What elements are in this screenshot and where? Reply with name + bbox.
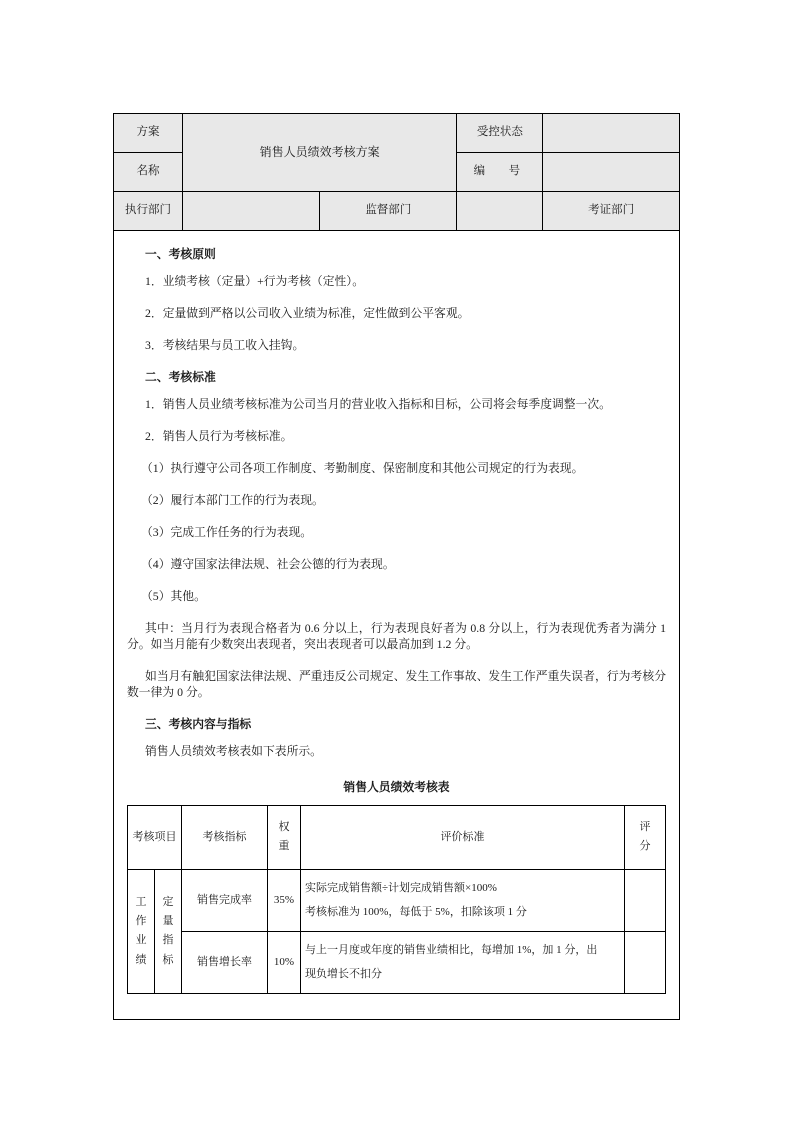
char: 绩	[135, 953, 147, 966]
exec-dept-label: 执行部门	[114, 192, 183, 231]
plan-number-value[interactable]	[543, 153, 680, 192]
table-row	[114, 114, 680, 153]
group-label-quantitative	[155, 869, 182, 993]
char: 定	[162, 895, 174, 908]
char: 业	[135, 934, 147, 947]
char: 作	[135, 915, 147, 928]
weight-header-char-1: 权	[278, 820, 290, 833]
row-weight: 10%	[268, 931, 301, 993]
supervise-dept-value[interactable]	[457, 192, 543, 231]
section-2-item-2: 2．销售人员行为考核标准。	[145, 429, 293, 444]
plan-name-label-top: 方案	[114, 114, 183, 153]
section-heading-3: 三、考核内容与指标	[145, 716, 252, 731]
controlled-status-value[interactable]	[543, 114, 680, 153]
table-row	[128, 869, 666, 931]
group-label-work-performance	[128, 869, 155, 993]
supervise-dept-label: 监督部门	[320, 192, 457, 231]
plan-title-cell: 销售人员绩效考核方案	[182, 114, 457, 192]
table-header-row	[128, 805, 666, 869]
section-2-item-1: 1．销售人员业绩考核标准为公司当月的营业收入指标和目标，公司将会每季度调整一次。	[145, 397, 611, 412]
col-header-standard: 评价标准	[301, 805, 625, 869]
section-heading-2: 二、考核标准	[145, 370, 216, 385]
standard-line: 与上一月度或年度的销售业绩相比，每增加 1%，加 1 分，出	[305, 943, 598, 956]
section-1-item-3: 3．考核结果与员工收入挂钩。	[145, 338, 305, 353]
col-header-weight	[268, 805, 301, 869]
col-header-score	[625, 805, 666, 869]
score-header-char-1: 评	[639, 820, 651, 833]
standard-line: 考核标准为 100%，每低于 5%，扣除该项 1 分	[305, 905, 527, 918]
verify-dept-label: 考证部门	[543, 192, 680, 231]
char: 量	[162, 915, 174, 928]
plan-header-table	[113, 113, 680, 231]
section-1-item-2: 2．定量做到严格以公司收入业绩为标准，定性做到公平客观。	[145, 306, 470, 321]
standard-line: 现负增长不扣分	[305, 967, 382, 980]
standard-line: 实际完成销售额÷计划完成销售额×100%	[305, 881, 497, 894]
assessment-table-title: 销售人员绩效考核表	[343, 779, 450, 794]
assessment-table	[127, 805, 666, 994]
char: 指	[162, 934, 174, 947]
section-2-item-4: （2）履行本部门工作的行为表现。	[141, 493, 324, 508]
row-standard	[301, 931, 625, 993]
section-1-item-1: 1．业绩考核（定量）+行为考核（定性）。	[145, 274, 364, 289]
section-2-paragraph-1: 其中：当月行为表现合格者为 0.6 分以上，行为表现良好者为 0.8 分以上，行为表现优秀者为满分 1 分。如当月能有少数突出表现者，突出表现者可以最高加到 1.2 分。	[127, 620, 666, 651]
col-header-indicator: 考核指标	[182, 805, 268, 869]
section-heading-1: 一、考核原则	[145, 247, 216, 261]
col-header-item: 考核项目	[128, 805, 182, 869]
section-2-item-3: （1）执行遵守公司各项工作制度、考勤制度、保密制度和其他公司规定的行为表现。	[141, 461, 584, 476]
char: 标	[162, 953, 174, 966]
controlled-status-label: 受控状态	[457, 114, 543, 153]
section-2-paragraph-2: 如当月有触犯国家法律法规、严重违反公司规定、发生工作事故、发生工作严重失误者，行为考核分数一律为 0 分。	[127, 668, 666, 699]
row-score[interactable]	[625, 869, 666, 931]
row-score[interactable]	[625, 931, 666, 993]
row-weight: 35%	[268, 869, 301, 931]
table-row	[128, 931, 666, 993]
exec-dept-value[interactable]	[182, 192, 319, 231]
score-header-char-2: 分	[639, 840, 651, 853]
section-2-item-7: （5）其他。	[141, 588, 206, 603]
section-2-item-6: （4）遵守国家法律法规、社会公德的行为表现。	[141, 557, 395, 572]
section-2-item-5: （3）完成工作任务的行为表现。	[141, 525, 313, 540]
row-indicator: 销售增长率	[182, 931, 268, 993]
plan-name-label-bottom: 名称	[114, 153, 183, 192]
table-row	[114, 192, 680, 231]
row-standard	[301, 869, 625, 931]
char: 工	[135, 895, 147, 908]
row-indicator: 销售完成率	[182, 869, 268, 931]
document-body	[113, 231, 680, 1020]
weight-header-char-2: 重	[278, 840, 290, 853]
section-3-item-1: 销售人员绩效考核表如下表所示。	[145, 743, 322, 758]
plan-number-label: 编 号	[457, 153, 543, 192]
